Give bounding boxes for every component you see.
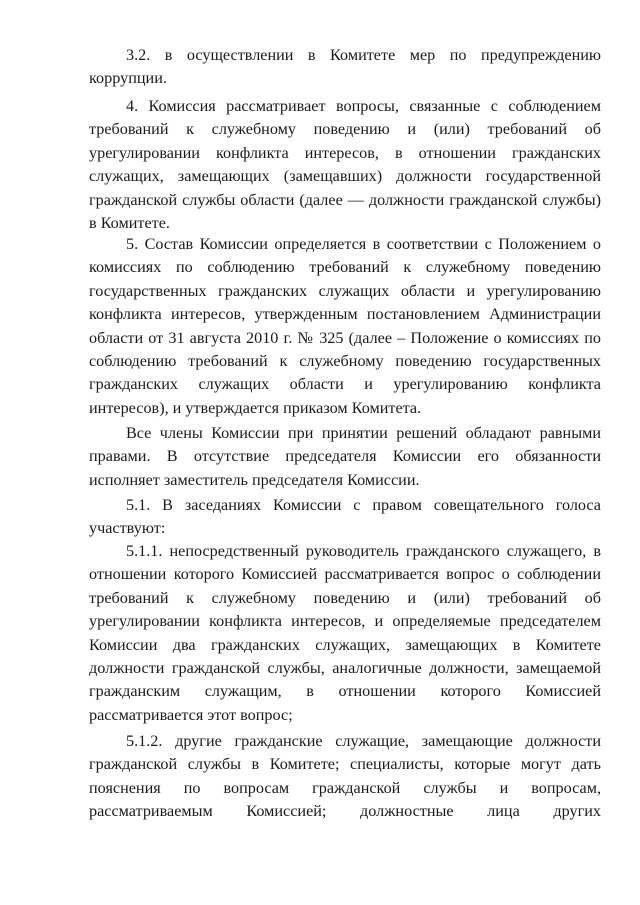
paragraph-3-2: 3.2. в осуществлении в Комитете мер по предупреждению коррупции. [89, 46, 601, 88]
paragraph-5: 5. Состав Комиссии определяется в соответствии с Положением о комиссиях по соблюдению требований к служебному поведению государственных гражданских служащих области и урегулированию конфликта интересов, утвержденным постановлением Администрации области от 31 августа 2010 г. № 325 (далее – Положение о комиссиях по соблюдению требований к служебному поведению государственных гражданских служащих области и урегулированию конфликта интересов), и утверждается приказом Комитета. [89, 235, 601, 417]
paragraph-4: 4. Комиссия рассматривает вопросы, связанные с соблюдением требований к служебному поведению и (или) требований об урегулировании конфликта интересов, в отношении гражданских служащих, замещающих (замещавших) должности государственной гражданской службы области (далее — должности гражданской службы) в Комитете. [89, 97, 601, 233]
paragraph-members: Все члены Комиссии при принятии решений обладают равными правами. В отсутствие председателя Комиссии его обязанности исполняет заместитель председателя Комиссии. [89, 424, 601, 489]
paragraph-5-1: 5.1. В заседаниях Комиссии с правом совещательного голоса участвуют: [89, 496, 601, 538]
paragraph-5-1-1: 5.1.1. непосредственный руководитель гражданского служащего, в отношении которого Комиссией рассматривается вопрос о соблюдении требований к служебному поведению и (или) требований об урегулировании конфликта интересов, и определяемые председателем Комиссии два гражданских служащих, замещающих в Комитете должности гражданской службы, аналогичные должности, замещаемой гражданским служащим, в отношении которого Комиссией рассматривается этот вопрос; [89, 542, 601, 724]
paragraph-5-1-2: 5.1.2. другие гражданские служащие, замещающие должности гражданской службы в Комитете; специалисты, которые могут дать пояснения по вопросам гражданской службы и вопросам, рассматриваемым Комиссией; должностные лица других [89, 732, 601, 821]
